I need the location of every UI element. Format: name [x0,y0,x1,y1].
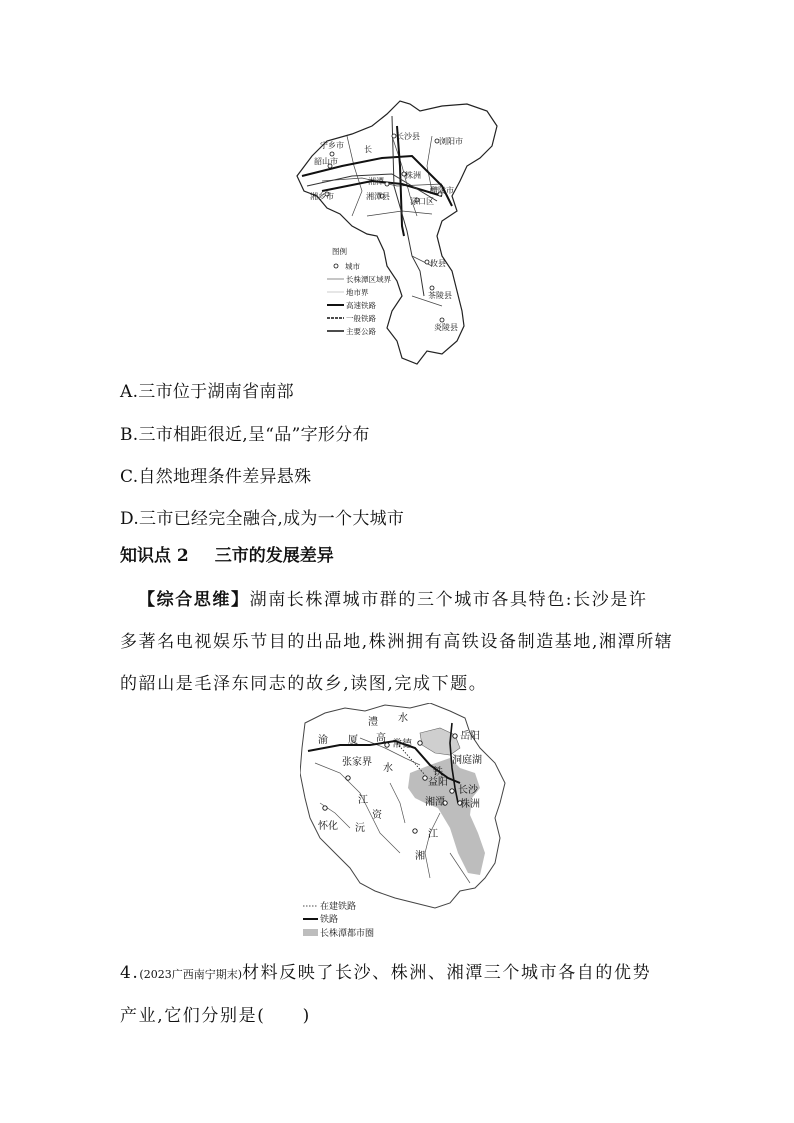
section-number: 知识点 2 [120,546,189,566]
map2-legend [303,900,374,939]
map2-label: 常德 [392,739,412,750]
svg-text:一般铁路: 一般铁路 [346,314,376,323]
map1-label: 湘潭 [368,177,384,186]
map2-label: 张家界 [342,757,372,768]
option-c[interactable]: C.自然地理条件差异悬殊 [120,467,312,487]
map2-label: 洞庭湖 [452,755,482,766]
map2-label: 渝 [318,735,328,746]
map1-label: 湘乡市 [310,192,334,201]
question-source: (2023广西南宁期末) [139,968,242,981]
question-text: 材料反映了长沙、株洲、湘潭三个城市各自的优势 [242,963,652,983]
option-b[interactable]: B.三市相距很近,呈“品”字形分布 [120,425,370,445]
map2-label: 江 [428,829,438,840]
svg-text:地市界: 地市界 [346,288,369,297]
intro-line-1 [138,585,698,610]
map2-label: 澧 [368,717,378,728]
intro-text: 湖南长株潭城市群的三个城市各具特色:长沙是许 [249,590,648,610]
intro-tag: 【综合思维】 [138,590,250,610]
map1-label: 茶陵县 [428,291,452,300]
map1-label: 攸县 [430,259,446,268]
map2-label: 怀化 [318,821,338,832]
svg-text:长株潭区域界: 长株潭区域界 [346,275,391,284]
question-number: 4. [120,963,140,983]
map1-label: 宁乡市 [320,141,344,150]
city-legend-icon [334,264,338,268]
map1-label: 株洲 [405,171,421,180]
map2-label: 水 [383,763,393,774]
map1-legend [327,246,391,336]
map2-label: 江 [358,795,368,806]
map2-label: 长沙 [458,785,478,796]
changzhutan-region-map [292,96,502,366]
map2-label: 厦 [348,735,358,746]
svg-text:长株潭都市圈: 长株潭都市圈 [320,929,375,939]
hunan-urban-map [300,703,515,943]
map2-label: 益阳 [428,777,448,788]
svg-text:铁路: 铁路 [320,915,339,925]
map2-label: 株洲 [460,799,480,810]
option-d[interactable]: D.三市已经完全融合,成为一个大城市 [120,509,405,529]
question-4-line-2: 产业,它们分别是( ) [120,1006,311,1026]
map2-label: 水 [398,713,408,724]
svg-text:主要公路: 主要公路 [346,327,376,336]
map1-label: 长沙县 [396,132,420,141]
map1-label: 渌口区 [410,197,434,206]
map1-label: 湘潭县 [366,192,390,201]
metro-legend-icon [303,929,318,936]
intro-line-2: 多著名电视娱乐节目的出品地,株洲拥有高铁设备制造基地,湘潭所辖 [120,632,674,652]
map1-label: 炎陵县 [434,323,458,332]
svg-text:图例: 图例 [332,247,347,256]
svg-text:城市: 城市 [345,262,360,271]
map2-label: 岳阳 [460,731,480,742]
city-dots [325,134,444,322]
map1-label: 醴陵市 [430,186,454,195]
map2-label: 沅 [355,823,365,834]
map1-label: 长 [364,145,372,154]
map2-label: 铁 [433,767,443,778]
map1-label: 浏阳市 [439,137,463,146]
section-title: 三市的发展差异 [214,546,334,566]
dongting-lake [420,728,460,755]
map1-label: 韶山市 [314,157,338,166]
map2-label: 湘 [415,851,425,862]
question-4-line-1 [120,958,680,983]
section-heading [120,541,360,566]
svg-text:高速铁路: 高速铁路 [346,301,376,310]
map2-label: 湘潭 [425,797,445,808]
map2-label: 高 [376,733,386,744]
intro-line-3: 的韶山是毛泽东同志的故乡,读图,完成下题。 [120,674,488,694]
option-a[interactable]: A.三市位于湖南省南部 [120,382,294,402]
svg-text:在建铁路: 在建铁路 [320,902,357,912]
map2-label: 资 [372,810,382,821]
